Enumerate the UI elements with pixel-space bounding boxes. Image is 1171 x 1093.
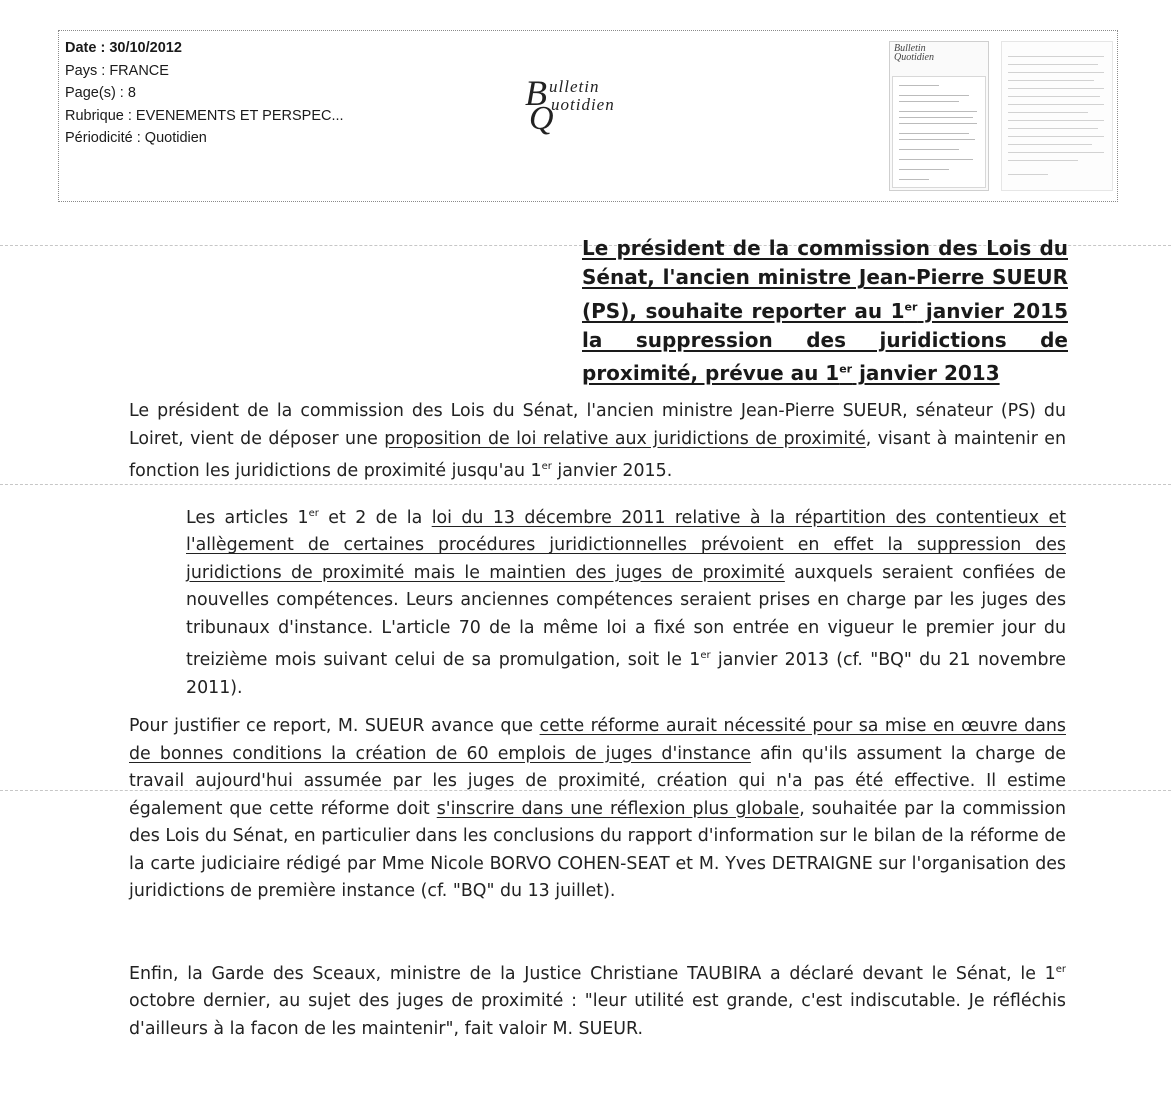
document-metadata <box>65 37 344 150</box>
logo-initial-b: B <box>525 73 547 113</box>
bulletin-quotidien-logo <box>525 73 655 137</box>
paragraph-2-indented: Les articles 1er et 2 de la loi du 13 décembre 2011 relative à la répartition des contentieux et l'allègement de certaines procédures juridictionnelles prévoient en effet la suppression des juridictions de proximité mais le maintien des juges de proximité auxquels seraient confiées de nouvelles compétences. Leurs anciennes compétences seraient prises en charge par les juges des tribunaux d'instance. L'article 70 de la même loi a fixé son entrée en vigueur le premier jour du treizième mois suivant celui de sa promulgation, soit le 1er janvier 2013 (cf. "BQ" du 21 novembre 2011). <box>186 507 1067 698</box>
paragraph-3: Pour justifier ce report, M. SUEUR avance que cette réforme aurait nécessité pour sa mise en œuvre dans de bonnes conditions la création de 60 emplois de juges d'instance afin qu'ils assument la charge de travail aujourd'hui assumée par les juges de proximité, création qui n'a pas été effective. Il estime également que cette réforme doit s'inscrire dans une réflexion plus globale, souhaitée par la commission des Lois du Sénat, en particulier dans les conclusions du rapport d'information sur le bilan de la réforme de la carte judiciaire rédigé par Mme Nicole BORVO COHEN-SEAT et M. Yves DETRAIGNE sur l'organisation des juridictions de première instance (cf. "BQ" du 13 juillet). <box>129 716 1067 901</box>
meta-section: Rubrique : EVENEMENTS ET PERSPEC... <box>65 107 344 124</box>
underlined-phrase: cette réforme aurait nécessité pour sa mise en œuvre dans de bonnes conditions la création de 60 emplois de juges d'instance <box>129 716 1066 764</box>
article-headline <box>582 234 1068 388</box>
logo-initial-q: Q <box>529 100 554 137</box>
page-thumbnail-secondary <box>1001 41 1113 191</box>
meta-country: Pays : FRANCE <box>65 62 169 79</box>
logo-word-bulletin: ulletin <box>549 77 600 96</box>
headline-text: Le président de la commission des Lois du Sénat, l'ancien ministre Jean-Pierre SUEUR (PS), souhaite reporter au 1er janvier 2015 la suppression des juridictions de proximité, prévue au 1er janvier 2013 <box>582 236 1068 386</box>
underlined-phrase: s'inscrire dans une réflexion plus globale <box>436 798 800 819</box>
meta-periodicity: Périodicité : Quotidien <box>65 130 207 146</box>
header-box <box>58 30 1118 202</box>
underlined-phrase: proposition de loi relative aux juridictions de proximité <box>384 428 866 449</box>
underlined-phrase: loi du 13 décembre 2011 relative à la répartition des contentieux et l'allègement de certaines procédures juridictionnelles prévoient en effet la suppression des juridictions de proximité mais le maintien des juges de proximité <box>186 507 1067 583</box>
logo-word-quotidien: uotidien <box>551 95 615 114</box>
paragraph-1: Le président de la commission des Lois du Sénat, l'ancien ministre Jean-Pierre SUEUR, sénateur (PS) du Loiret, vient de déposer une proposition de loi relative aux juridictions de proximité, visant à maintenir en fonction les juridictions de proximité jusqu'au 1er janvier 2015. <box>129 401 1066 481</box>
meta-pages: Page(s) : 8 <box>65 85 136 101</box>
meta-date: Date : 30/10/2012 <box>65 40 182 56</box>
paragraph-4: Enfin, la Garde des Sceaux, ministre de la Justice Christiane TAUBIRA a déclaré devant le Sénat, le 1er octobre dernier, au sujet des juges de proximité : "leur utilité est grande, c'est indiscutable. Je réfléchis d'ailleurs à la facon de les maintenir", fait valoir M. SUEUR. <box>129 963 1066 1039</box>
thumbnail-logo: Bulletin Quotidien <box>894 43 934 63</box>
page-thumbnail <box>889 41 989 191</box>
thumbnail-page <box>892 76 986 188</box>
